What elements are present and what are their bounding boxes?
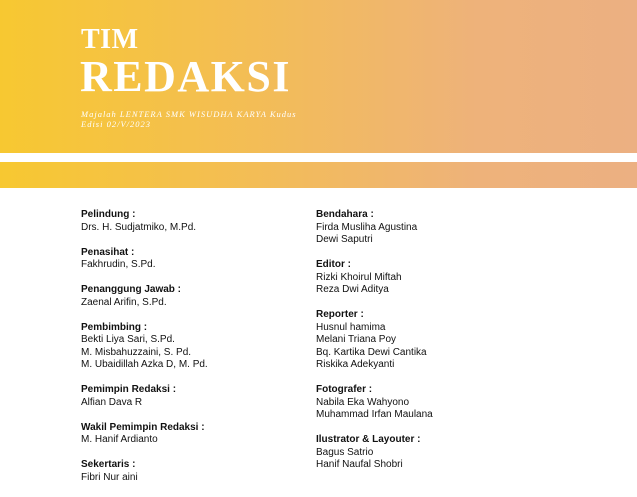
staff-name: Fakhrudin, S.Pd. <box>81 259 156 270</box>
role-label: Pembimbing : <box>81 321 148 333</box>
staff-name: M. Ubaidillah Azka D, M. Pd. <box>81 359 208 370</box>
staff-name: Bekti Liya Sari, S.Pd. <box>81 334 175 345</box>
staff-name: Melani Triana Poy <box>316 334 397 345</box>
role-label: Penasihat : <box>81 246 135 258</box>
staff-name: Alfian Dava R <box>81 396 143 408</box>
role-label: Ilustrator & Layouter : <box>316 434 421 445</box>
staff-section <box>316 259 536 297</box>
magazine-subtitle: Majalah LENTERA SMK WISUDHA KARYA Kudus <box>81 109 297 119</box>
staff-name: M. Hanif Ardianto <box>81 434 158 445</box>
title-redaksi: REDAKSI <box>80 52 291 101</box>
staff-name: Reza Dwi Aditya <box>316 284 389 295</box>
staff-name: Fibri Nur aini <box>81 471 138 483</box>
staff-name: Drs. H. Sudjatmiko, M.Pd. <box>81 221 197 233</box>
staff-section <box>81 247 301 272</box>
staff-name: Nabila Eka Wahyono <box>316 396 410 408</box>
title-tim: TIM <box>81 24 139 55</box>
staff-name: Bq. Kartika Dewi Cantika <box>316 346 427 358</box>
staff-name: Bagus Satrio <box>316 446 374 458</box>
staff-name: Husnul hamima <box>316 321 386 333</box>
staff-name: Riskika Adekyanti <box>316 359 395 370</box>
staff-column-left <box>81 209 301 497</box>
staff-column-right <box>316 209 536 484</box>
staff-section <box>81 209 301 234</box>
staff-section <box>81 322 301 372</box>
header-stripe <box>0 162 637 188</box>
role-label: Fotografer : <box>316 384 373 395</box>
role-label: Editor : <box>316 259 351 270</box>
role-label: Wakil Pemimpin Redaksi : <box>81 421 205 433</box>
staff-name: Zaenal Arifin, S.Pd. <box>81 296 167 308</box>
header-banner <box>0 0 637 153</box>
staff-name: Dewi Saputri <box>316 234 373 245</box>
role-label: Bendahara : <box>316 209 374 220</box>
staff-section <box>81 384 301 409</box>
edition-label: Edisi 02/V/2023 <box>81 119 152 129</box>
staff-name: Muhammad Irfan Maulana <box>316 409 433 420</box>
staff-section <box>81 459 301 484</box>
role-label: Penanggung Jawab : <box>81 284 182 295</box>
staff-name: M. Misbahuzzaini, S. Pd. <box>81 346 192 358</box>
staff-section <box>316 309 536 372</box>
staff-section <box>316 209 536 247</box>
staff-section <box>316 434 536 472</box>
role-label: Reporter : <box>316 309 364 320</box>
staff-section <box>81 284 301 309</box>
staff-name: Rizki Khoirul Miftah <box>316 271 402 283</box>
staff-section <box>316 384 536 422</box>
role-label: Pelindung : <box>81 209 136 220</box>
role-label: Sekertaris : <box>81 459 136 470</box>
role-label: Pemimpin Redaksi : <box>81 384 177 395</box>
staff-section <box>81 422 301 447</box>
staff-name: Firda Musliha Agustina <box>316 221 418 233</box>
staff-name: Hanif Naufal Shobri <box>316 459 403 470</box>
